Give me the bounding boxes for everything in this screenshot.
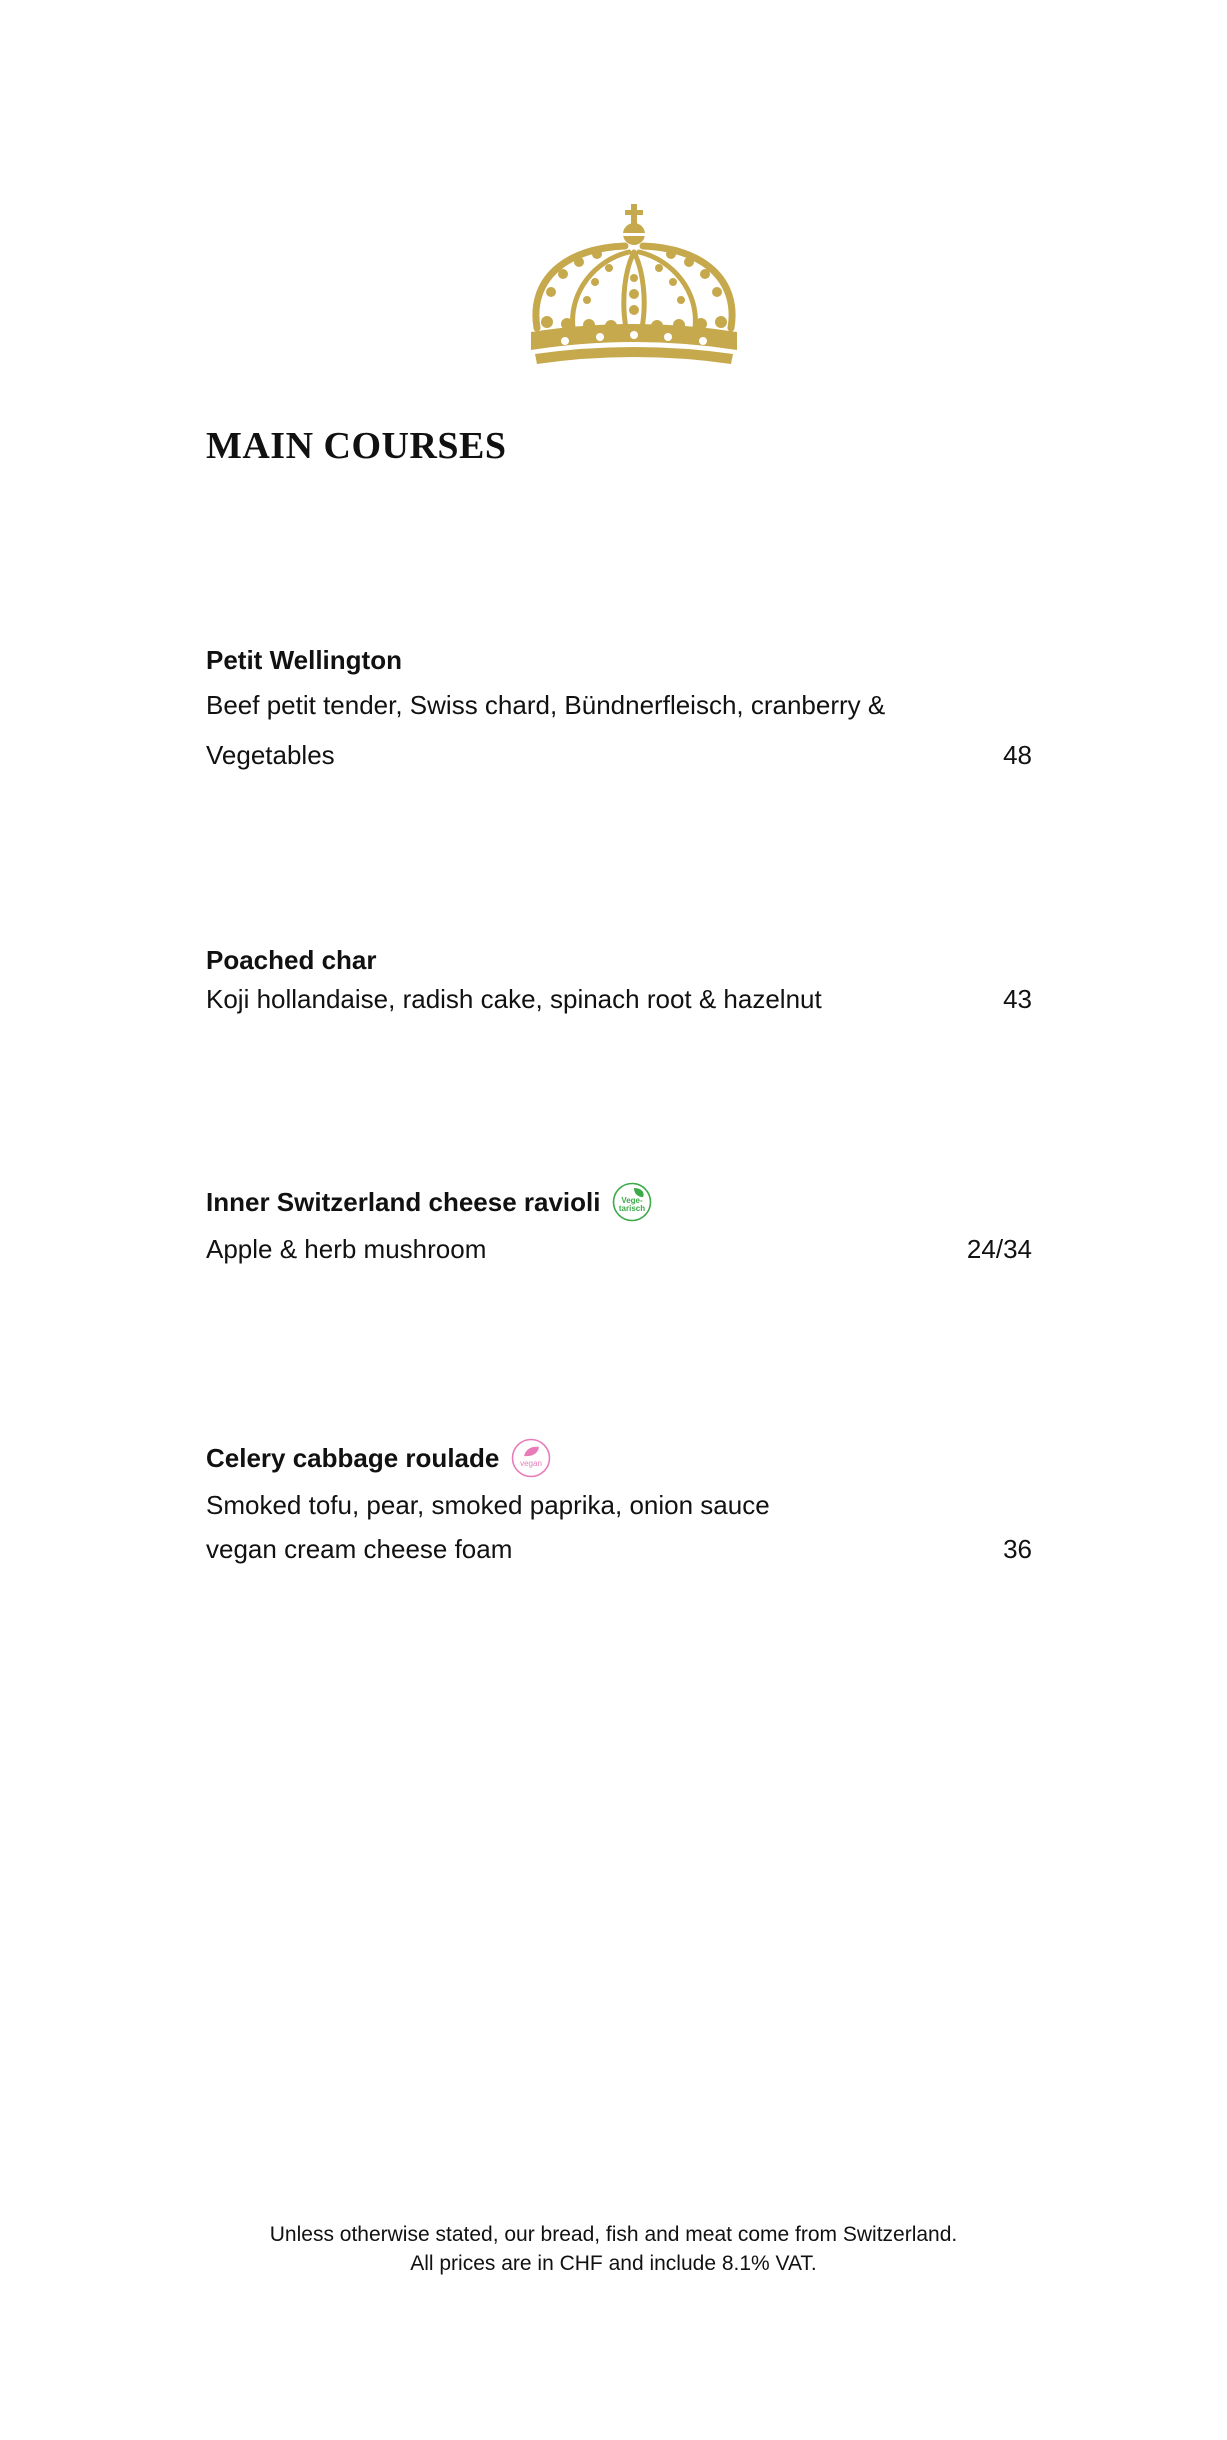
- dish-name: Celery cabbage roulade: [206, 1442, 500, 1473]
- menu-item-celery-cabbage-roulade: [206, 1438, 1032, 1568]
- dish-price: 43: [1003, 984, 1032, 1014]
- footer-note: [0, 2220, 1227, 2278]
- footer-origin-note: Unless otherwise stated, our bread, fish and meat come from Switzerland.: [269, 2223, 958, 2246]
- vegan-label: vegan: [520, 1459, 543, 1468]
- dish-name: Inner Switzerland cheese ravioli: [206, 1186, 601, 1217]
- dish-description: Smoked tofu, pear, smoked paprika, onion sauce: [206, 1490, 770, 1520]
- dish-description: vegan cream cheese foam: [206, 1534, 513, 1564]
- menu-item-petit-wellington: [206, 640, 1032, 780]
- vegan-leaf-icon: [511, 1438, 551, 1478]
- crown-icon: [525, 200, 743, 366]
- vegetarian-leaf-icon: [612, 1182, 652, 1222]
- page-title: MAIN COURSES: [206, 425, 507, 467]
- dish-description: Koji hollandaise, radish cake, spinach root & hazelnut: [206, 984, 822, 1014]
- vegetarian-label-line1: Vege-: [621, 1196, 644, 1205]
- dish-price: 24/34: [966, 1234, 1032, 1264]
- menu-item-cheese-ravioli: [206, 1182, 1032, 1282]
- dish-price: 36: [1003, 1534, 1032, 1564]
- dish-name: Poached char: [206, 944, 377, 975]
- footer-vat-note: All prices are in CHF and include 8.1% VAT.: [410, 2252, 817, 2275]
- vegetarian-label-line2: tarisch: [619, 1204, 646, 1213]
- dish-price: 48: [1003, 740, 1032, 770]
- dish-description: Apple & herb mushroom: [206, 1234, 487, 1264]
- menu-item-poached-char: [206, 940, 1032, 1030]
- dish-name: Petit Wellington: [206, 644, 402, 675]
- dish-description: Beef petit tender, Swiss chard, Bündnerfleisch, cranberry &: [206, 690, 886, 720]
- dish-description: Vegetables: [206, 740, 335, 770]
